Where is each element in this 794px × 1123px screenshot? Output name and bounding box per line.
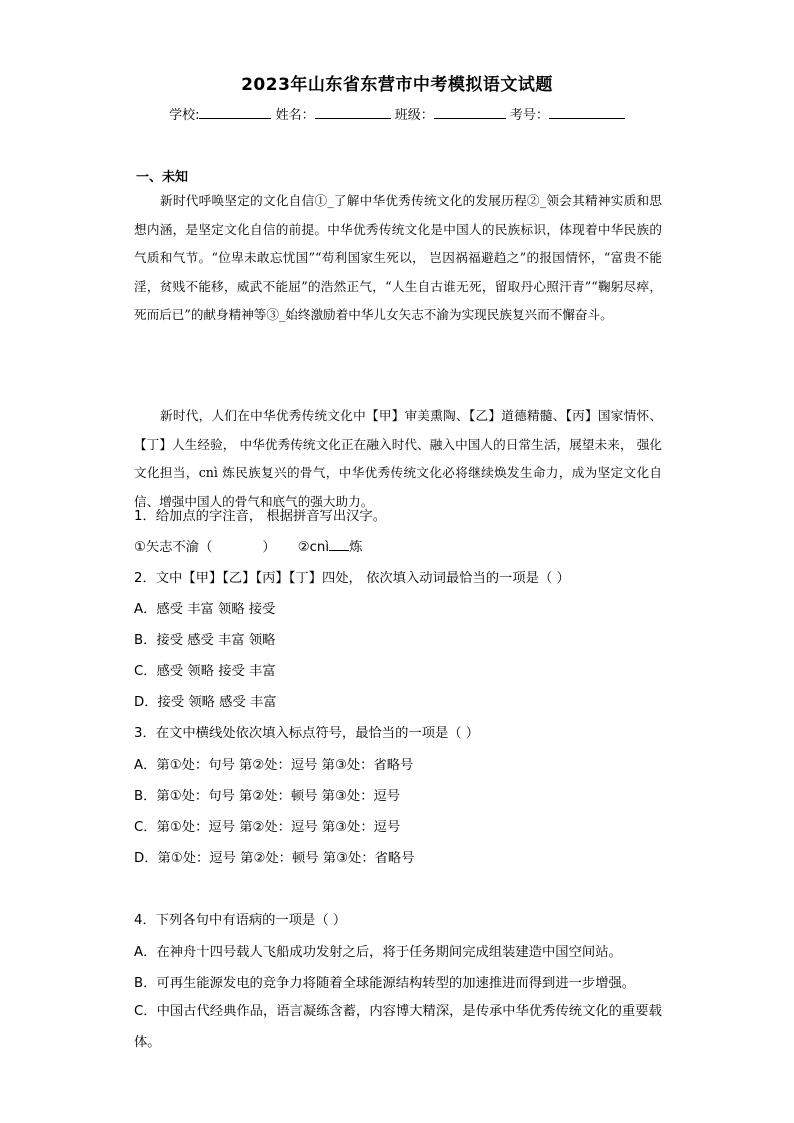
exam-number-label: 考号： [509,108,549,123]
q2-option-d[interactable]: D．接受 领略 感受 丰富 [134,695,277,710]
passage-paragraph-1: 新时代呼唤坚定的文化自信①_了解中华优秀传统文化的发展历程②_领会其精神实质和思想内涵，是坚定文化自信的前提。中华优秀传统文化是中国人的民族标识，体现着中华民族的气质和气节。“位卑未敢忘忧国”“苟利国家生死以， 岂因祸福避趋之”的报国情怀，“富贵不能淫，贫贱不能移，威武不能屈”的浩然正气，“人生自古谁无死，留取丹心照汗青”“鞠躬尽瘁，死而后已”的献身精神等③_始终激励着中华儿女矢志不渝为实现民族复兴而不懈奋斗。 [134,193,662,323]
q1-item-a: ①矢志不渝（ [134,540,213,555]
q4-option-a[interactable]: A．在神舟十四号载人飞船成功发射之后，将于任务期间完成组装建造中国空间站。 [134,945,622,960]
school-blank[interactable] [199,106,271,119]
exam-number-blank[interactable] [549,106,625,119]
q3-option-a[interactable]: A．第①处：句号 第②处：逗号 第③处：省略号 [134,758,414,773]
q2-option-b[interactable]: B．接受 感受 丰富 领略 [134,633,276,648]
question-3: 3．在文中横线处依次填入标点符号，最恰当的一项是（ ） [134,726,480,741]
q3-option-b[interactable]: B．第①处：句号 第②处：顿号 第③处：逗号 [134,789,401,804]
reading-passage-2 [134,402,662,516]
q1-item-a-close: ） [262,540,276,555]
class-blank[interactable] [434,106,506,119]
student-info-line [0,104,794,123]
q3-option-d[interactable]: D．第①处：逗号 第②处：顿号 第③处：省略号 [134,851,415,866]
question-1-items [134,536,664,555]
q4-option-b[interactable]: B．可再生能源发电的竞争力将随着全球能源结构转型的加速推进而得到进一步增强。 [134,976,636,991]
q2-option-a[interactable]: A．感受 丰富 领略 接受 [134,602,276,617]
q1-answer-blank[interactable] [329,538,349,551]
section-heading: 一、未知 [136,170,189,185]
question-1: 1．给加点的字注音， 根据拼音写出汉字。 [134,509,387,524]
question-4: 4．下列各句中有语病的一项是（ ） [134,913,347,928]
q3-option-c[interactable]: C．第①处：逗号 第②处：逗号 第③处：逗号 [134,820,401,835]
passage-paragraph-2: 新时代，人们在中华优秀传统文化中【甲】审美熏陶、【乙】道德精髓、【丙】国家情怀、【丁】人生经验， 中华优秀传统文化正在融入时代、融入中国人的日常生活，展望未来， 强化文化担当，cnì 炼民族复兴的骨气，中华优秀传统文化必将继续焕发生命力，成为坚定文化自信、增强中国人的骨气和底气的强大助力。 [134,408,662,509]
q2-option-c[interactable]: C．感受 领略 接受 丰富 [134,664,276,679]
q1-item-b: ②cnì [297,540,330,555]
class-label: 班级： [394,108,434,123]
q4-option-c[interactable]: C．中国古代经典作品，语言凝练含蓄，内容博大精深，是传承中华优秀传统文化的重要载体。 [134,1004,662,1050]
name-label: 姓名： [275,108,315,123]
q1-item-b-char: 炼 [349,540,363,555]
school-label: 学校: [169,108,200,123]
name-blank[interactable] [315,106,391,119]
question-2: 2．文中【甲】【乙】【丙】【丁】四处， 依次填入动词最恰当的一项是（ ） [134,571,570,586]
reading-passage [134,187,662,330]
exam-title: 2023年山东省东营市中考模拟语文试题 [241,75,553,95]
